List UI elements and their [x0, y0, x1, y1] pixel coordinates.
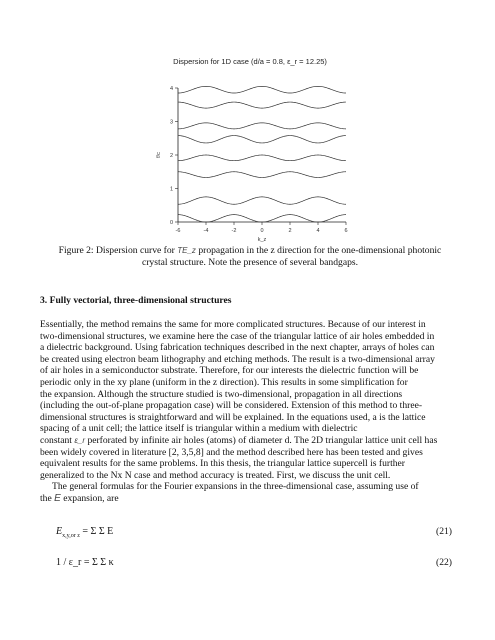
x-tick-label: 4 [316, 228, 320, 234]
equation-22-number: (22) [436, 557, 452, 568]
equation-21: $E_{x,y,or z} = \Sigma$ Σ E [56, 526, 114, 539]
band-curve-6 [178, 123, 346, 129]
paragraph-line: dimensional structures is straightforward and will be explained. In the equations used, a is the lattice [40, 411, 426, 423]
paragraph-line: the expansion. Although the structure studied is two-dimensional, propagation in all directions [40, 388, 403, 400]
paragraph-2-line2: the E expansion, are [40, 492, 119, 504]
y-tick-label: 4 [169, 86, 173, 92]
te-z-symbol: TE_z [177, 246, 196, 255]
x-tick-label: -6 [175, 228, 181, 234]
paragraph-1-tail [40, 447, 462, 482]
paragraph-line: equivalent results for the same problems. In this thesis, the triangular lattice supercell is further [40, 458, 405, 470]
y-axis-label: f/c [156, 152, 162, 158]
paragraph-line: been widely covered in literature [2, 3,5,8] and the method described here has been tested and gives [40, 446, 423, 458]
paragraph-line: periodic only in the xy plane (uniform in the z direction). This results in some simplification for [40, 376, 408, 388]
paragraph-line: Essentially, the method remains the same for more complicated structures. Because of our interest in [40, 319, 426, 330]
x-axis-label: k_z [257, 237, 267, 242]
x-tick-label: 6 [344, 228, 348, 234]
y-tick-label: 0 [169, 220, 173, 226]
dielectric-constant-line: constant ε_r perforated by infinite air holes (atoms) of diameter d. The 2D triangular lattice unit cell has [40, 434, 438, 446]
x-tick-label: 2 [288, 228, 292, 234]
paragraph-line: two-dimensional structures, we examine here the case of the triangular lattice of air holes embedded in [40, 330, 435, 342]
y-tick-label: 3 [169, 119, 173, 126]
band-curve-2 [178, 197, 346, 204]
band-curve-7 [178, 102, 346, 108]
figure-caption-line2: crystal structure. Note the presence of several bandgaps. [141, 256, 359, 268]
band-curve-8 [178, 86, 346, 93]
paragraph-line: (including the out-of-plane propagation case) will be considered. Extension of this method to three- [40, 400, 423, 412]
paragraph-line: spacing of a unit cell; the lattice itself is triangular within a medium with dielectric [40, 423, 358, 435]
chart-title: Dispersion for 1D case (d/a = 0.8, ε_r = 12.25) [173, 57, 327, 66]
figure-caption [40, 245, 460, 268]
band-curve-3 [178, 172, 346, 178]
dispersion-chart [140, 50, 360, 242]
x-tick-label: -2 [231, 228, 237, 234]
paragraph-line: be created using electron beam lithography and etching methods. The result is a two-dimensional array [40, 353, 435, 365]
band-curve-1 [178, 215, 346, 222]
band-curve-4 [178, 155, 346, 161]
paragraph-1 [40, 319, 462, 505]
e-vector-symbol: E [54, 492, 61, 504]
y-tick-label: 1 [169, 186, 173, 193]
band-curve-5 [178, 136, 346, 143]
x-tick-label: -4 [203, 228, 209, 234]
paragraph-line: a dielectric background. Using fabrication techniques described in the next chapter, arrays of holes can [40, 342, 435, 354]
figure-caption-line1: Figure 2: Dispersion curve for TE_z propagation in the z direction for the one-dimensional photonic [58, 245, 442, 256]
equation-22: 1 / ε_r = Σ Σ κ [56, 557, 114, 568]
x-tick-label: 0 [260, 228, 264, 234]
paragraph-1-lines [40, 319, 462, 435]
paragraph-2-line1: The general formulas for the Fourier expansions in the three-dimensional case, assuming use of [52, 481, 419, 493]
section-heading: 3. Fully vectorial, three-dimensional structures [40, 295, 232, 306]
y-tick-label: 2 [169, 153, 173, 159]
epsilon-symbol: ε_r [74, 435, 86, 445]
equation-21-number: (21) [436, 526, 452, 537]
paragraph-line: generalized to the Nx N case and method accuracy is treated. First, we discuss the unit cell. [40, 469, 391, 481]
paragraph-line: of air holes in a semiconductor substrate. Therefore, for our interests the dielectric function will be [40, 365, 419, 377]
